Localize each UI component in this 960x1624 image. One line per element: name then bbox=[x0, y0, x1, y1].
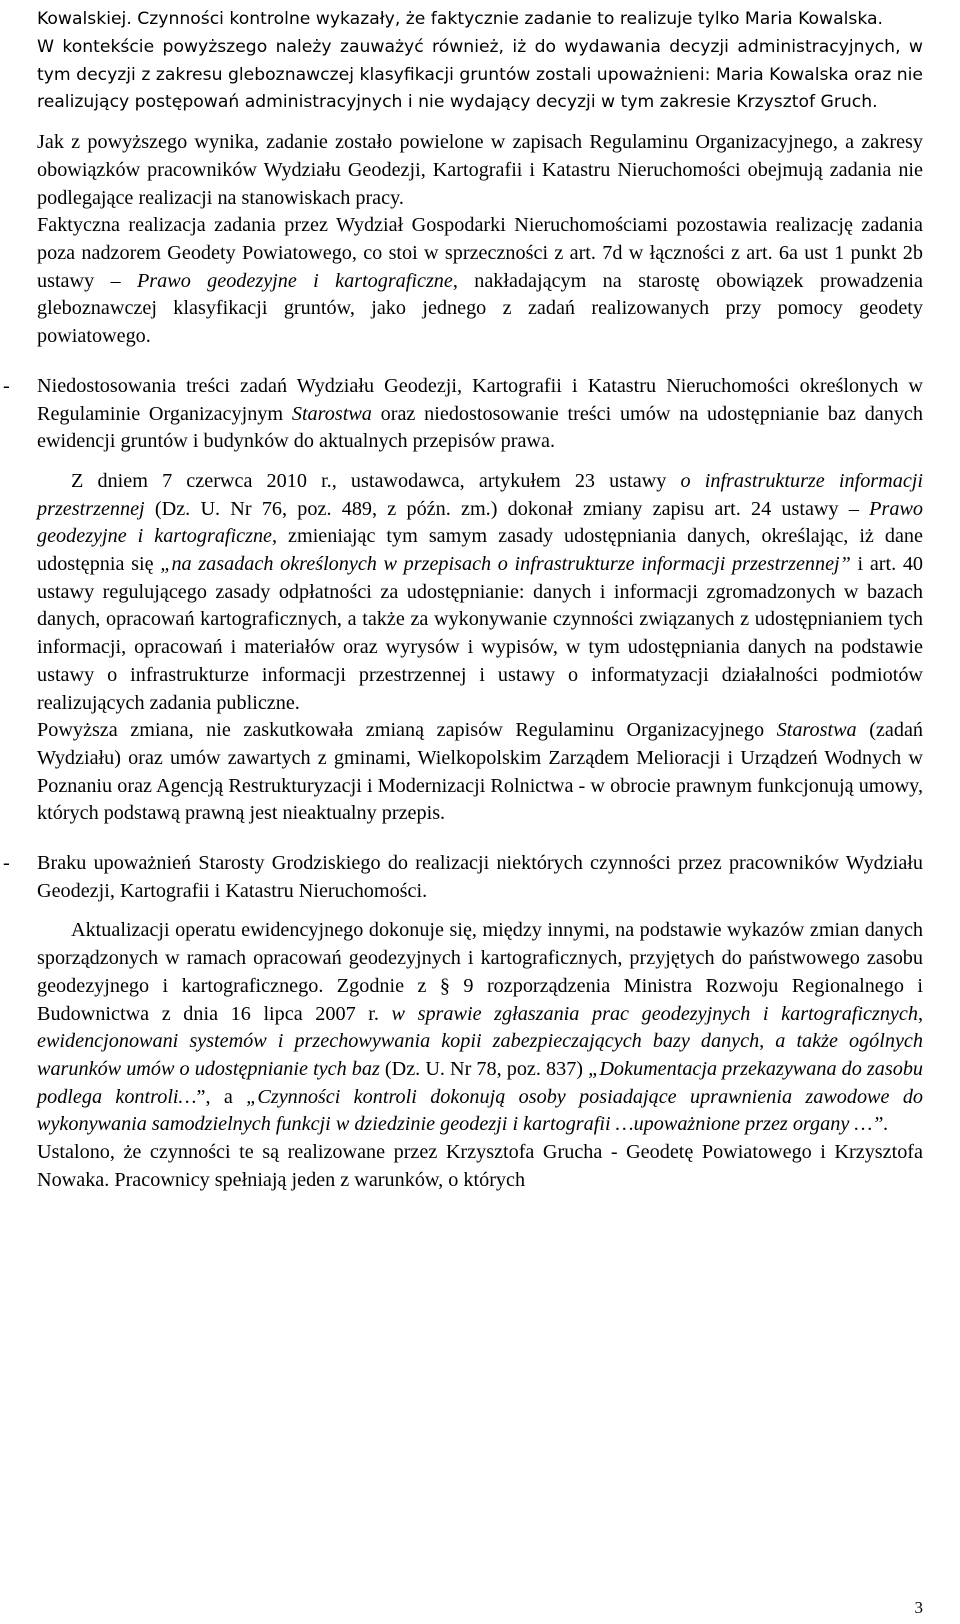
paragraph-3 bbox=[37, 129, 923, 212]
paragraph-8-text: Ustalono, że czynności te są realizowane przez Krzysztofa Grucha - Geodetę Powiatowego i Krzysztofa Nowaka. Pracownicy spełniają jeden z warunków, o których bbox=[37, 1141, 923, 1191]
paragraph-7-italic-2: „Dokumentacja przekazywana do zasobu podlega kontroli… bbox=[37, 1057, 924, 1108]
paragraph-7-text-c: ”, a bbox=[196, 1085, 247, 1108]
paragraph-4 bbox=[37, 212, 923, 351]
paragraph-5-text-d: i art. 40 ustawy regulującego zasady odpłatności za udostępnianie: danych i informacji zgromadzonych w bazach danych, opracowań kartograficznych, a także za wykonywanie czynności związanych z udostępnianiem tych informacji, opracowań i materiałów oraz wyrysów i wypisów, w tym udostępniania danych na podstawie ustawy o infrastrukturze informacji przestrzennej i ustawy o informatyzacji działalności podmiotów realizujących zadania publiczne. bbox=[37, 553, 924, 714]
list-item-2 bbox=[3, 850, 924, 1194]
paragraph-4-text-a: Faktyczna realizacja zadania przez Wydział Gospodarki Nieruchomościami pozostawia realizację zadania poza nadzorem Geodety Powiatowego, co stoi w sprzeczności z art. 7d w łączności z art. 6a ust 1 punkt 2b ustawy – bbox=[37, 214, 923, 292]
paragraph-6 bbox=[37, 717, 923, 828]
paragraph-4-italic: Prawo geodezyjne i kartograficzne bbox=[136, 269, 453, 292]
paragraph-2 bbox=[37, 34, 923, 117]
paragraph-5-italic-1: o infrastrukturze informacji przestrzennej bbox=[37, 469, 924, 520]
paragraph-5-italic-3: „na zasadach określonych w przepisach o infrastrukturze informacji przestrzennej” bbox=[160, 553, 851, 576]
item-2-text: Braku upoważnień Starosty Grodziskiego do realizacji niektórych czynności przez pracowników Wydziału Geodezji, Kartografii i Katastru Nieruchomości. bbox=[37, 852, 923, 902]
paragraph-7-text-a: Aktualizacji operatu ewidencyjnego dokonuje się, między innymi, na podstawie wykazów zmian danych sporządzonych w ramach opracowań geodezyjnych i kartograficznych, przyjętych do państwowego zasobu geodezyjnego i kartograficznego. Zgodnie z § 9 rozporządzenia Ministra Rozwoju Regionalnego i Budownictwa z dnia 16 lipca 2007 r. bbox=[37, 919, 923, 1025]
paragraph-6-text-b: (zadań Wydziału) oraz umów zawartych z gminami, Wielkopolskim Zarządem Melioracji i Urządzeń Wodnych w Poznaniu oraz Agencją Restrukturyzacji i Modernizacji Rolnictwa - w obrocie prawnym funkcjonują umowy, których podstawą prawną jest nieaktualny przepis. bbox=[37, 719, 923, 825]
list-dash: - bbox=[3, 852, 10, 875]
list-item-2-text bbox=[37, 850, 923, 905]
paragraph-4-text-b: , nakładającym na starostę obowiązek prowadzenia gleboznawczej klasyfikacji gruntów, jako jednego z zadań realizowanych przy pomocy geodety powiatowego. bbox=[37, 269, 923, 348]
paragraph-6-italic: Starostwa bbox=[776, 719, 857, 742]
paragraph-3-text: Jak z powyższego wynika, zadanie zostało powielone w zapisach Regulaminu Organizacyjnego, a zakresy obowiązków pracowników Wydziału Geodezji, Kartografii i Katastru Nieruchomości obejmują zadania nie podlegające realizacji na stanowiskach pracy. bbox=[37, 131, 923, 209]
item-1-text-a: Niedostosowania treści zadań Wydziału Geodezji, Kartografii i Katastru Nieruchomości określonych w Regulaminie Organizacyjnym bbox=[37, 374, 923, 425]
paragraph-6-text-a: Powyższa zmiana, nie zaskutkowała zmianą zapisów Regulaminu Organizacyjnego bbox=[37, 719, 777, 742]
paragraph-7-italic-3: „Czynności kontroli dokonują osoby posiadające uprawnienia zawodowe do wykonywania samodzielnych funkcji w dziedzinie geodezji i kartografii …upoważnione przez organy …”. bbox=[37, 1085, 924, 1136]
paragraph-1 bbox=[37, 6, 923, 34]
paragraph-2-text: W kontekście powyższego należy zauważyć również, iż do wydawania decyzji administracyjnych, w tym decyzji z zakresu gleboznawczej klasyfikacji gruntów zostali upoważnieni: Maria Kowalska oraz nie realizujący postępowań administracyjnych i nie wydający decyzji w tym zakresie Krzysztof Gruch. bbox=[37, 36, 923, 113]
paragraph-5-text-c: , zmieniając tym samym zasady udostępniania danych, określając, iż dane udostępnia się bbox=[37, 525, 923, 576]
item-1-text-b: oraz niedostosowanie treści umów na udostępnianie baz danych ewidencji gruntów i budynków do aktualnych przepisów prawa. bbox=[37, 402, 923, 453]
paragraph-1-text: Kowalskiej. Czynności kontrolne wykazały, że faktycznie zadanie to realizuje tylko Maria Kowalska. bbox=[37, 9, 884, 29]
paragraph-5-italic-2: Prawo geodezyjne i kartograficzne bbox=[37, 497, 923, 548]
item-1-italic: Starostwa bbox=[291, 402, 372, 425]
paragraph-7-text-b: (Dz. U. Nr 78, poz. 837) bbox=[379, 1057, 589, 1080]
list-dash: - bbox=[3, 374, 10, 397]
paragraph-7 bbox=[37, 917, 923, 1139]
page-number: 3 bbox=[914, 1598, 923, 1617]
paragraph-7-italic-1: w sprawie zgłaszania prac geodezyjnych i kartograficznych, ewidencjonowani systemów i przechowywania kopii zabezpieczających bazy danych, a także ogólnych warunków umów o udostępnianie tych baz bbox=[37, 1002, 923, 1080]
list-item-1-text bbox=[37, 373, 923, 456]
list-item-1 bbox=[3, 373, 924, 828]
paragraph-5-text-b: (Dz. U. Nr 76, poz. 489, z późn. zm.) dokonał zmiany zapisu art. 24 ustawy – bbox=[144, 497, 870, 520]
paragraph-5-text-a: Z dniem 7 czerwca 2010 r., ustawodawca, artykułem 23 ustawy bbox=[71, 469, 681, 492]
paragraph-8 bbox=[37, 1139, 923, 1194]
paragraph-5 bbox=[37, 468, 923, 717]
